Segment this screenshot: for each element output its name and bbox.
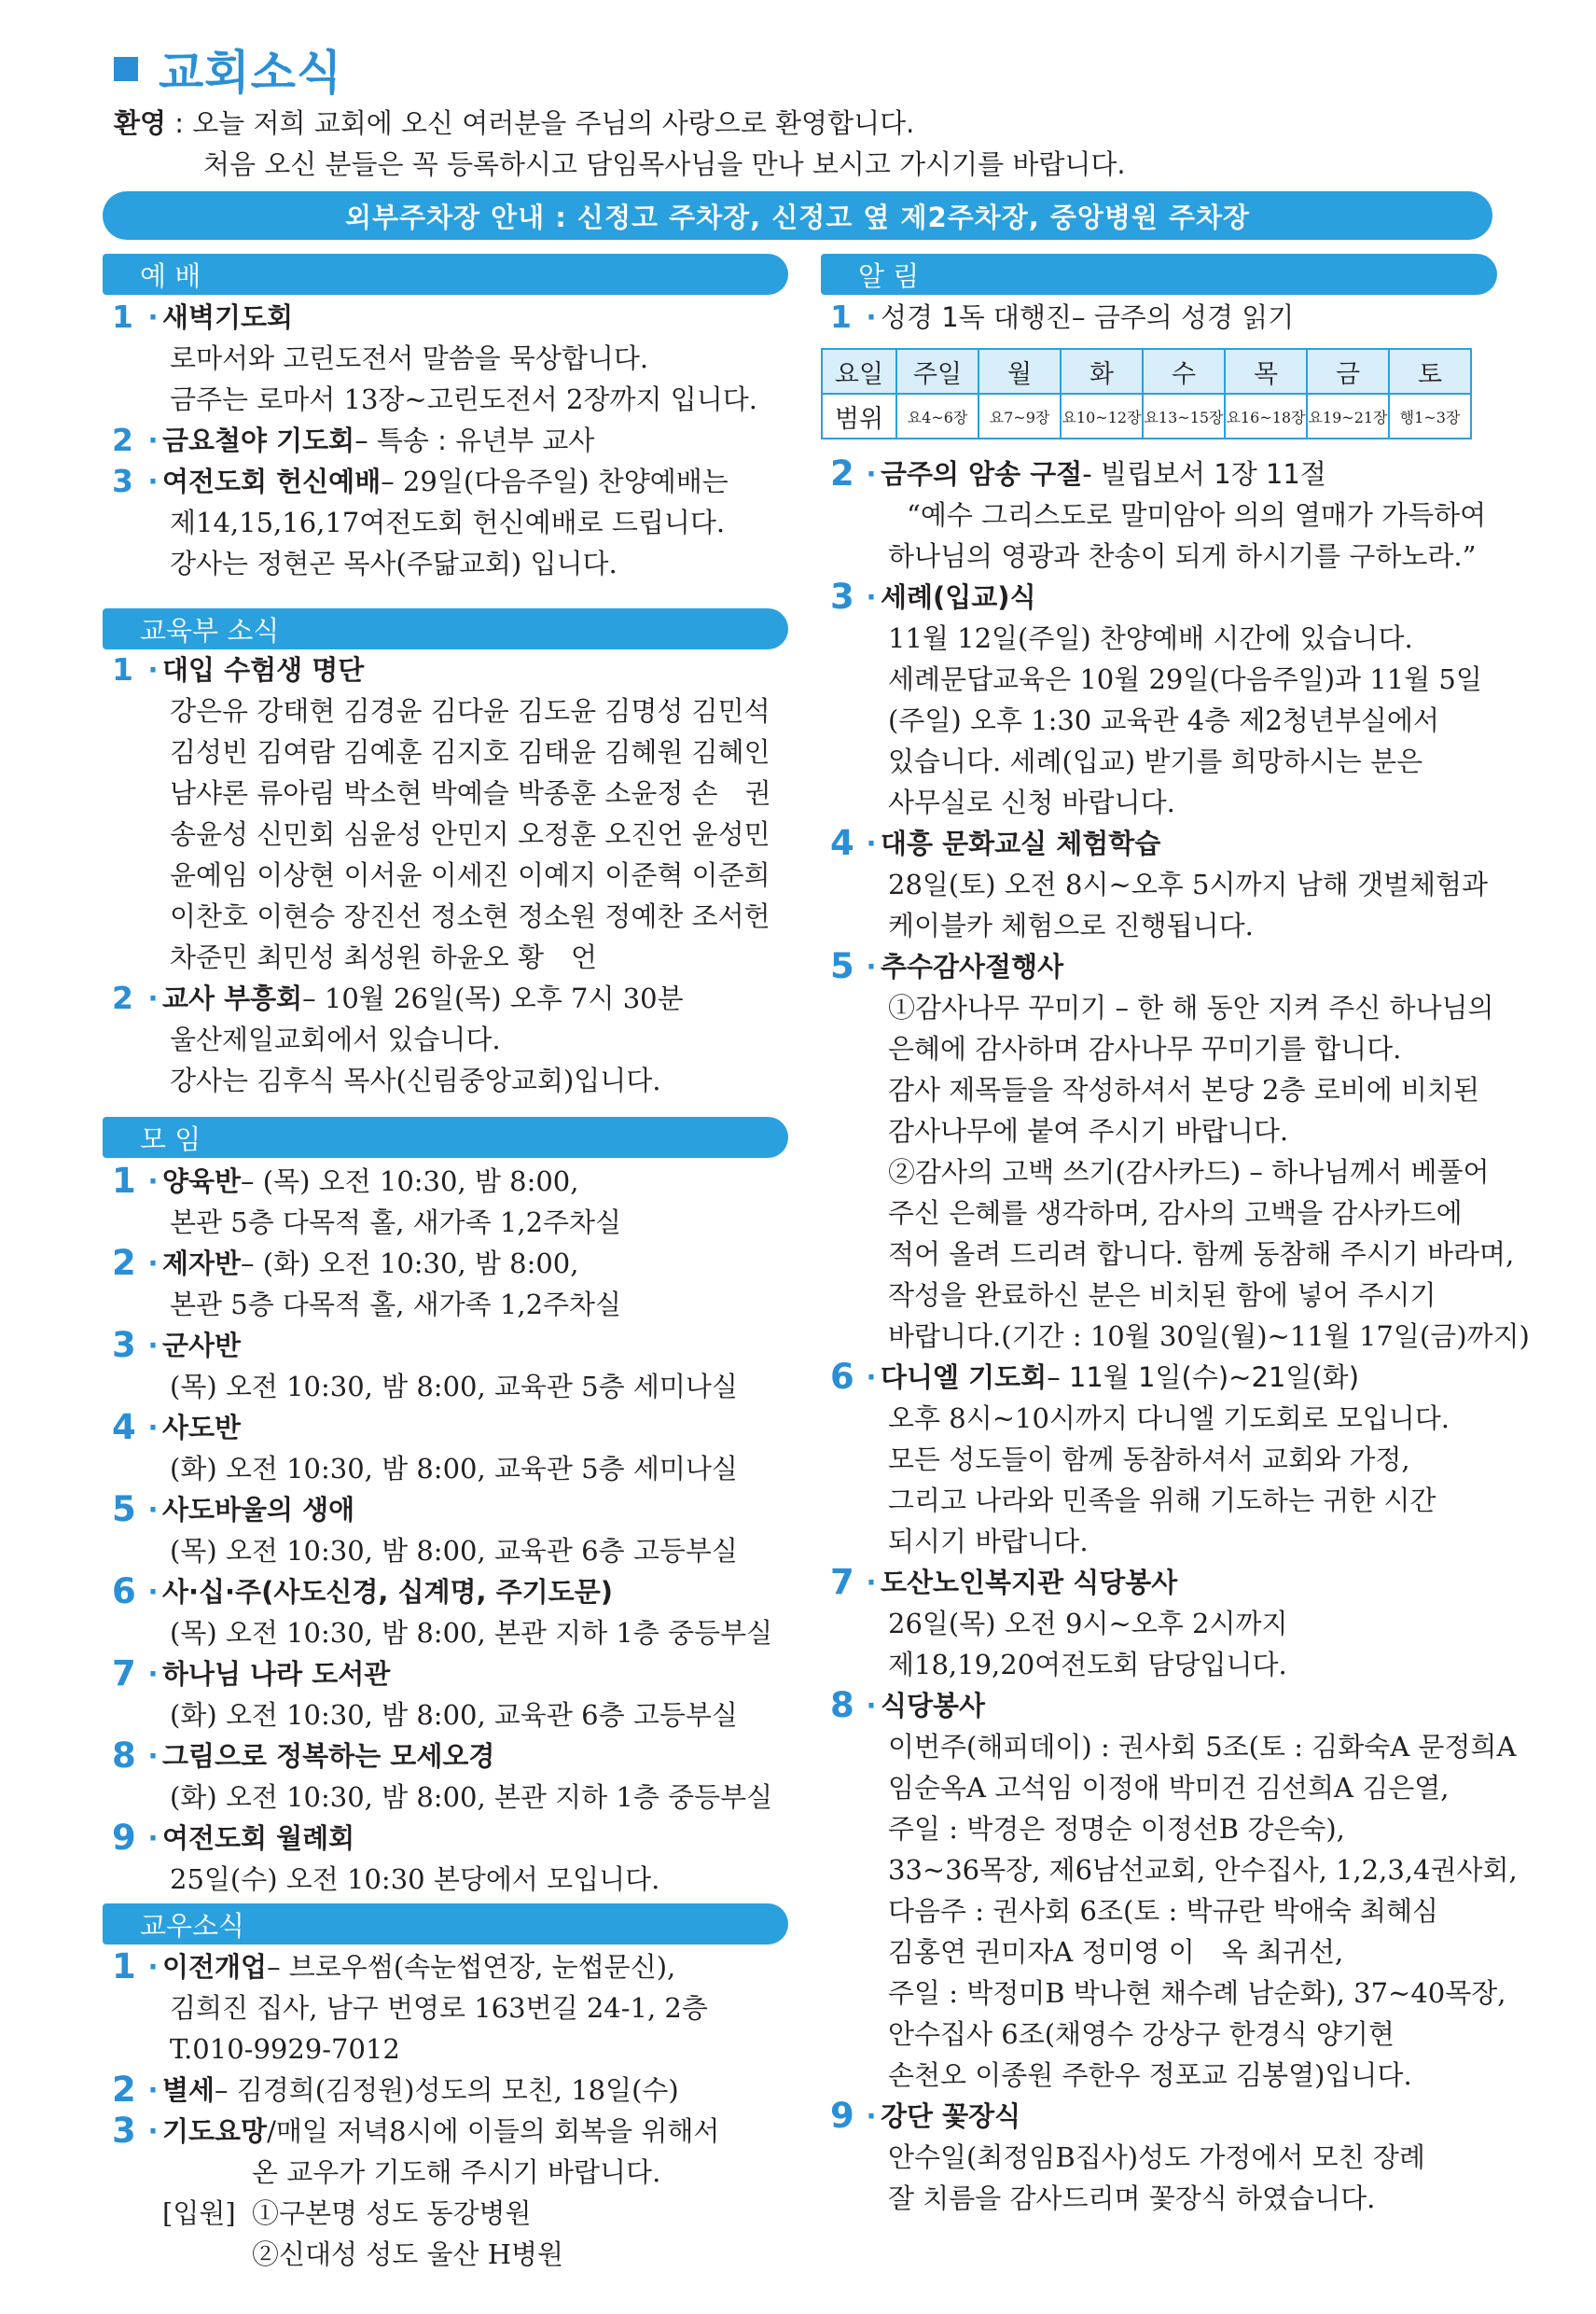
- table-day: 금: [1307, 349, 1389, 394]
- notice-item-3: 3 · 세례(입교)식: [830, 577, 1036, 617]
- item-line: (목) 오전 10:30, 밤 8:00, 교육관 5층 세미나실: [170, 1371, 738, 1402]
- item-line: 김희진 집사, 남구 번영로 163번길 24-1, 2층: [170, 1992, 708, 2024]
- item-title: 하나님 나라 도서관: [162, 1658, 391, 1690]
- table-header-label: 요일: [822, 349, 896, 394]
- item-number: 3: [112, 1325, 136, 1365]
- item-line: 적어 올려 드리려 합니다. 함께 동참해 주시기 바라며,: [888, 1238, 1515, 1270]
- education-item-1: 1 · 대입 수험생 명단: [112, 649, 771, 690]
- members-header: 교우소식: [103, 1903, 788, 1945]
- bible-reading-table: [821, 348, 1472, 439]
- item-title: 대입 수험생 명단: [162, 654, 365, 686]
- item-line: 사무실로 신청 바랍니다.: [888, 787, 1175, 818]
- table-range: 요16~18장: [1225, 394, 1307, 439]
- item-title: 다니엘 기도회: [881, 1361, 1048, 1393]
- meeting-item-2: 2 · 제자반 – (화) 오전 10:30, 밤 8:00,: [112, 1243, 579, 1283]
- item-number: 2: [112, 2070, 136, 2110]
- item-title: 금요철야 기도회: [162, 425, 355, 456]
- item-title: 여전도회 헌신예배: [162, 466, 382, 497]
- item-number: 8: [112, 1736, 136, 1776]
- meeting-item-8: 8 · 그림으로 정복하는 모세오경: [112, 1736, 495, 1776]
- student-row: 김성빈 김여람 김예훈 김지호 김태윤 김혜원 김혜인: [170, 736, 770, 768]
- title-square-icon: [114, 57, 138, 81]
- item-line: 있습니다. 세례(입교) 받기를 희망하시는 분은: [888, 746, 1423, 777]
- item-line: T.010-9929-7012: [170, 2033, 400, 2065]
- item-detail: – 11월 1일(수)~21일(화): [1047, 1361, 1360, 1393]
- item-line: 은혜에 감사하며 감사나무 꾸미기를 합니다.: [888, 1033, 1402, 1065]
- meetings-section: [112, 1161, 772, 1900]
- item-line: 안수집사 6조(채영수 강상구 한경식 양기현: [888, 2018, 1395, 2050]
- notices-section: [830, 453, 1530, 2219]
- table-day: 월: [978, 349, 1061, 394]
- item-line: 강사는 김후식 목사(신림중앙교회)입니다.: [170, 1065, 661, 1096]
- student-row: 송윤성 신민회 심윤성 안민지 오정훈 오진언 윤성민: [170, 818, 770, 850]
- item-title: 양육반: [162, 1165, 242, 1197]
- item-detail: /매일 저녁8시에 이들의 회복을 위해서: [267, 2115, 720, 2147]
- student-row: 남샤론 류아림 박소현 박예슬 박종훈 소윤정 손 권: [170, 777, 771, 809]
- member-item-3: 3 · 기도요망 /매일 저녁8시에 이들의 회복을 위해서: [112, 2111, 720, 2151]
- meeting-item-5: 5 · 사도바울의 생애: [112, 1489, 355, 1529]
- item-line: 26일(목) 오전 9시~오후 2시까지: [888, 1608, 1288, 1639]
- item-line: 제18,19,20여전도회 담당입니다.: [888, 1649, 1287, 1680]
- item-detail: – 특송 : 유년부 교사: [354, 425, 595, 456]
- item-line: 하나님의 영광과 찬송이 되게 하시기를 구하노라.”: [888, 540, 1477, 572]
- item-line: 11월 12일(주일) 찬양예배 시간에 있습니다.: [888, 622, 1413, 654]
- worship-item-1: 1 · 새벽기도회: [112, 297, 757, 338]
- item-title: 이전개업: [162, 1951, 268, 1983]
- item-title: 교사 부흥회: [162, 983, 303, 1014]
- item-line: 로마서와 고린도전서 말씀을 묵상합니다.: [170, 342, 649, 374]
- item-number: 1: [112, 1946, 136, 1986]
- item-number: 7: [112, 1653, 136, 1694]
- item-line: 이번주(해피데이) : 권사회 5조(토 : 김화숙A 문정희A: [888, 1731, 1517, 1763]
- item-number: 1: [112, 651, 133, 688]
- meeting-item-1: 1 · 양육반 – (목) 오전 10:30, 밤 8:00,: [112, 1161, 579, 1201]
- item-line: (화) 오전 10:30, 밤 8:00, 교육관 6층 고등부실: [170, 1699, 738, 1731]
- item-line: 강사는 정현곤 목사(주닮교회) 입니다.: [170, 548, 618, 579]
- table-day: 토: [1389, 349, 1471, 394]
- notice-item-6: 6 · 다니엘 기도회 – 11월 1일(수)~21일(화): [830, 1357, 1360, 1397]
- notices-header: 알 림: [821, 254, 1497, 295]
- item-line: 33~36목장, 제6남선교회, 안수집사, 1,2,3,4권사회,: [888, 1854, 1518, 1886]
- education-section: [112, 649, 771, 1101]
- meeting-item-7: 7 · 하나님 나라 도서관: [112, 1653, 391, 1694]
- item-detail: – 김경희(김정원)성도의 모친, 18일(수): [215, 2074, 679, 2106]
- item-title: 여전도회 월례회: [162, 1822, 355, 1854]
- item-title: 군사반: [162, 1330, 242, 1361]
- item-detail: – 브로우썸(속눈썹연장, 눈썹문신),: [267, 1951, 676, 1983]
- welcome-line-2: 처음 오신 분들은 꼭 등록하시고 담임목사님을 만나 보시고 가시기를 바랍니다.: [203, 148, 1126, 180]
- table-range: 요13~15장: [1143, 394, 1225, 439]
- worship-item-3: 3 · 여전도회 헌신예배 – 29일(다음주일) 찬양예배는: [112, 461, 757, 502]
- student-row: 이찬호 이현승 장진선 정소현 정소원 정예찬 조서헌: [170, 900, 770, 932]
- page-title: [114, 39, 342, 99]
- item-line: 온 교우가 기도해 주시기 바랍니다.: [252, 2156, 661, 2188]
- notice-item-4: 4 · 대흥 문화교실 체험학습: [830, 823, 1161, 863]
- item-title: 사도반: [162, 1412, 242, 1443]
- item-number: 4: [112, 1407, 136, 1447]
- item-line: 28일(토) 오전 8시~오후 5시까지 남해 갯벌체험과: [888, 869, 1489, 900]
- student-row: 차준민 최민성 최성원 하윤오 황 언: [170, 941, 598, 973]
- item-line: 세례문답교육은 10월 29일(다음주일)과 11월 5일: [888, 663, 1482, 695]
- notice-item-7: 7 · 도산노인복지관 식당봉사: [830, 1562, 1178, 1602]
- table-day: 주일: [896, 349, 978, 394]
- item-line: 감사나무에 붙여 주시기 바랍니다.: [888, 1115, 1289, 1147]
- item-number: 2: [112, 1243, 136, 1283]
- item-line: ①감사나무 꾸미기 – 한 해 동안 지켜 주신 하나님의: [888, 992, 1494, 1024]
- item-detail: – 10월 26일(목) 오후 7시 30분: [302, 983, 684, 1014]
- item-line: (목) 오전 10:30, 밤 8:00, 교육관 6층 고등부실: [170, 1535, 738, 1567]
- parking-banner: 외부주차장 안내 : 신정고 주차장, 신정고 옆 제2주차장, 중앙병원 주차장: [103, 191, 1492, 240]
- member-item-2: 2 · 별세 – 김경희(김정원)성도의 모친, 18일(수): [112, 2070, 679, 2110]
- item-line: “예수 그리스도로 말미암아 의의 열매가 가득하여: [907, 499, 1487, 531]
- item-line: 울산제일교회에서 있습니다.: [170, 1024, 501, 1055]
- table-range: 요7~9장: [978, 394, 1061, 439]
- worship-header: 예 배: [103, 254, 788, 295]
- student-row: 윤예임 이상현 이서윤 이세진 이예지 이준혁 이준희: [170, 859, 770, 891]
- item-line: 그리고 나라와 민족을 위해 기도하는 귀한 시간: [888, 1485, 1436, 1516]
- hospital-label: [입원]: [162, 2197, 236, 2229]
- item-title: 식당봉사: [881, 1690, 986, 1722]
- item-number: 1: [830, 299, 852, 335]
- item-line: 잘 치름을 감사드리며 꽃장식 하였습니다.: [888, 2182, 1376, 2214]
- item-title: 사도바울의 생애: [162, 1494, 355, 1526]
- item-detail: - 빌립보서 1장 11절: [1082, 458, 1326, 490]
- item-title: 별세: [162, 2074, 215, 2106]
- item-number: 5: [112, 1489, 136, 1529]
- item-line: 다음주 : 권사회 6조(토 : 박규란 박애숙 최혜심: [888, 1895, 1439, 1927]
- item-detail: – 금주의 성경 읽기: [1071, 301, 1295, 333]
- item-line: (화) 오전 10:30, 밤 8:00, 본관 지하 1층 중등부실: [170, 1781, 773, 1813]
- item-line: 바랍니다.(기간 : 10월 30일(월)~11월 17일(금)까지): [888, 1320, 1530, 1352]
- item-number: 1: [112, 1161, 136, 1201]
- item-line: 주일 : 박정미B 박나현 채수례 남순화), 37~40목장,: [888, 1977, 1506, 2009]
- item-number: 5: [830, 946, 854, 986]
- item-number: 8: [830, 1685, 854, 1725]
- hospital-entry: ①구본명 성도 동강병원: [252, 2197, 532, 2229]
- item-title: 도산노인복지관 식당봉사: [881, 1567, 1178, 1598]
- members-section: [112, 1946, 719, 2275]
- item-line: 손천오 이종원 주한우 정포교 김봉열)입니다.: [888, 2059, 1412, 2091]
- item-detail: – (화) 오전 10:30, 밤 8:00,: [241, 1248, 579, 1279]
- item-detail: – 29일(다음주일) 찬양예배는: [381, 466, 729, 497]
- item-line: 안수일(최정임B집사)성도 가정에서 모친 장례: [888, 2141, 1425, 2173]
- item-number: 9: [830, 2096, 854, 2136]
- item-line: 금주는 로마서 13장~고린도전서 2장까지 입니다.: [170, 383, 757, 415]
- notice-item-5: 5 · 추수감사절행사: [830, 946, 1064, 986]
- item-detail: – (목) 오전 10:30, 밤 8:00,: [241, 1165, 579, 1197]
- item-number: 4: [830, 823, 854, 863]
- meeting-item-9: 9 · 여전도회 월례회: [112, 1818, 355, 1858]
- item-title: 제자반: [162, 1248, 242, 1279]
- table-range: 요4~6장: [896, 394, 978, 439]
- worship-item-2: 2 · 금요철야 기도회 – 특송 : 유년부 교사: [112, 420, 757, 461]
- table-range: 행1~3장: [1389, 394, 1471, 439]
- item-line: 케이블카 체험으로 진행됩니다.: [888, 910, 1254, 941]
- meeting-item-4: 4 · 사도반: [112, 1407, 242, 1447]
- meetings-header: 모 임: [103, 1117, 788, 1158]
- item-number: 2: [830, 453, 854, 494]
- item-number: 2: [112, 422, 133, 458]
- hospital-entry: ②신대성 성도 울산 H병원: [252, 2238, 564, 2270]
- welcome-label: 환영: [114, 107, 167, 139]
- table-range-label: 범위: [822, 394, 896, 439]
- meeting-item-6: 6 · 사·십·주(사도신경, 십계명, 주기도문): [112, 1571, 613, 1611]
- item-line: 감사 제목들을 작성하셔서 본당 2층 로비에 비치된: [888, 1074, 1480, 1106]
- item-line: 본관 5층 다목적 홀, 새가족 1,2주차실: [170, 1206, 622, 1238]
- item-line: 제14,15,16,17여전도회 헌신예배로 드립니다.: [170, 507, 726, 538]
- item-number: 7: [830, 1562, 854, 1602]
- item-line: 모든 성도들이 함께 동참하셔서 교회와 가정,: [888, 1443, 1410, 1475]
- welcome-message: [114, 103, 1126, 185]
- notice-item-9: 9 · 강단 꽃장식: [830, 2096, 1021, 2136]
- item-line: 본관 5층 다목적 홀, 새가족 1,2주차실: [170, 1289, 622, 1320]
- item-line: 25일(수) 오전 10:30 본당에서 모입니다.: [170, 1863, 660, 1895]
- item-title: 사·십·주(사도신경, 십계명, 주기도문): [162, 1576, 613, 1608]
- item-line: 주일 : 박경은 정명순 이정선B 강은숙),: [888, 1813, 1345, 1845]
- item-line: (화) 오전 10:30, 밤 8:00, 교육관 5층 세미나실: [170, 1453, 738, 1485]
- page-title-text: 교회소식: [159, 46, 343, 100]
- item-title: 기도요망: [162, 2115, 268, 2147]
- education-item-2: 2 · 교사 부흥회 – 10월 26일(목) 오후 7시 30분: [112, 978, 771, 1019]
- item-title: 성경 1독 대행진: [881, 301, 1072, 333]
- welcome-line-1: : 오늘 저희 교회에 오신 여러분을 주님의 사랑으로 환영합니다.: [166, 107, 915, 139]
- worship-section: [112, 297, 757, 584]
- item-line: 작성을 완료하신 분은 비치된 함에 넣어 주시기: [888, 1279, 1436, 1311]
- item-number: 6: [830, 1357, 854, 1397]
- hospital-list: [112, 2193, 719, 2234]
- item-title: 세례(입교)식: [881, 581, 1036, 613]
- item-title: 대흥 문화교실 체험학습: [881, 828, 1161, 859]
- notice-item-2: 2 · 금주의 암송 구절 - 빌립보서 1장 11절: [830, 453, 1326, 494]
- table-range: 요19~21장: [1307, 394, 1389, 439]
- table-day: 화: [1061, 349, 1143, 394]
- item-line: 김홍연 권미자A 정미영 이 옥 최귀선,: [888, 1936, 1344, 1968]
- item-line: ②감사의 고백 쓰기(감사카드) – 하나님께서 베풀어: [888, 1156, 1490, 1188]
- item-number: 9: [112, 1818, 136, 1858]
- table-day: 수: [1143, 349, 1225, 394]
- item-number: 3: [830, 577, 854, 617]
- item-number: 2: [112, 980, 133, 1016]
- meeting-item-3: 3 · 군사반: [112, 1325, 242, 1365]
- item-line: 오후 8시~10시까지 다니엘 기도회로 모입니다.: [888, 1402, 1450, 1434]
- table-day: 목: [1225, 349, 1307, 394]
- notices-item-1: 1 · 성경 1독 대행진 – 금주의 성경 읽기: [830, 297, 1294, 338]
- education-header: 교육부 소식: [103, 608, 788, 649]
- item-title: 강단 꽃장식: [881, 2100, 1021, 2132]
- item-title: 새벽기도회: [162, 301, 294, 333]
- table-range: 요10~12장: [1061, 394, 1143, 439]
- item-line: 주신 은혜를 생각하며, 감사의 고백을 감사카드에: [888, 1197, 1463, 1229]
- item-line: 임순옥A 고석임 이정애 박미건 김선희A 김은열,: [888, 1772, 1450, 1804]
- item-number: 3: [112, 463, 133, 499]
- item-line: (목) 오전 10:30, 밤 8:00, 본관 지하 1층 중등부실: [170, 1617, 773, 1649]
- item-line: (주일) 오후 1:30 교육관 4층 제2청년부실에서: [888, 704, 1439, 736]
- student-row: 강은유 강태현 김경윤 김다윤 김도윤 김명성 김민석: [170, 695, 770, 727]
- item-title: 금주의 암송 구절: [881, 458, 1083, 490]
- item-number: 1: [112, 299, 133, 335]
- item-line: 되시기 바랍니다.: [888, 1526, 1089, 1557]
- item-title: 추수감사절행사: [881, 951, 1064, 983]
- member-item-1: 1 · 이전개업 – 브로우썸(속눈썹연장, 눈썹문신),: [112, 1946, 676, 1986]
- item-number: 6: [112, 1571, 136, 1611]
- item-title: 그림으로 정복하는 모세오경: [162, 1740, 495, 1772]
- item-number: 3: [112, 2111, 136, 2151]
- notice-item-8: 8 · 식당봉사: [830, 1685, 986, 1725]
